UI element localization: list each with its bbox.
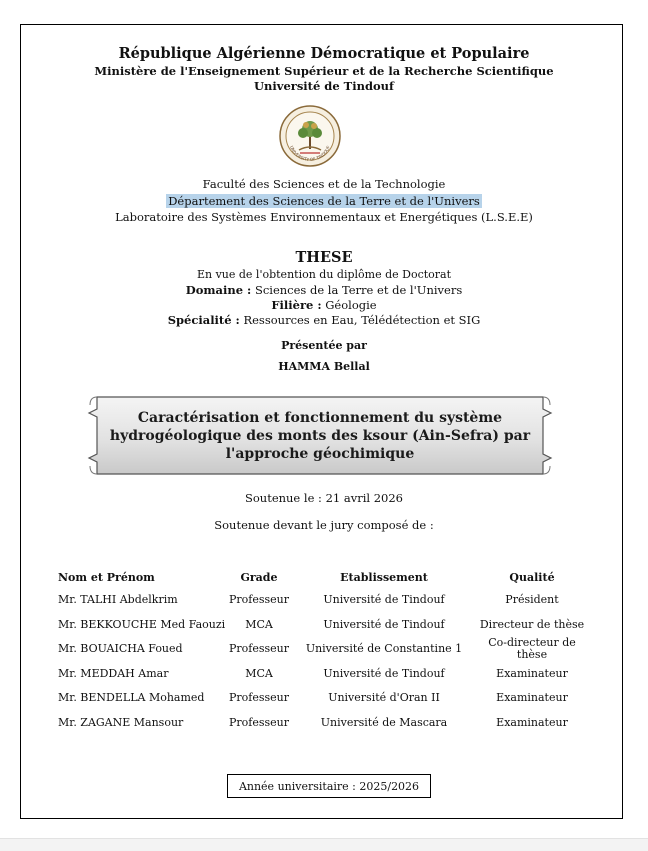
header-role: Qualité bbox=[509, 571, 555, 584]
filiere-value: Géologie bbox=[321, 298, 377, 312]
member-institution: Université de Tindouf bbox=[323, 593, 445, 607]
ministry-heading: Ministère de l'Enseignement Supérieur et de la Recherche Scientifique bbox=[94, 64, 554, 78]
thesis-domain bbox=[0, 283, 648, 297]
jury-table bbox=[58, 567, 588, 735]
member-institution: Université de Tindouf bbox=[323, 666, 445, 680]
academic-year-box: Année universitaire : 2025/2026 bbox=[227, 774, 431, 798]
domain-value: Sciences de la Terre et de l'Univers bbox=[251, 283, 463, 297]
thesis-filiere bbox=[0, 298, 648, 312]
department-name bbox=[0, 194, 648, 208]
viewer-bottom-bar bbox=[0, 838, 648, 851]
table-row bbox=[58, 686, 588, 711]
laboratory-name: Laboratoire des Systèmes Environnementaux et Energétiques (L.S.E.E) bbox=[115, 210, 533, 224]
defense-date bbox=[0, 491, 648, 505]
member-role: Examinateur bbox=[496, 691, 568, 705]
member-role: Directeur de thèse bbox=[479, 617, 585, 631]
table-row bbox=[58, 662, 588, 687]
member-grade: Professeur bbox=[228, 593, 289, 607]
thesis-title-wrapper bbox=[87, 391, 553, 480]
member-institution: Université de Constantine 1 bbox=[305, 642, 463, 656]
member-institution: Université de Mascara bbox=[320, 715, 448, 729]
member-role: Examinateur bbox=[496, 715, 568, 729]
member-grade: MCA bbox=[245, 666, 273, 680]
defense-date-label: Soutenue le : bbox=[244, 491, 322, 505]
table-row bbox=[58, 637, 588, 662]
department-highlight: Département des Sciences de la Terre et de l'Univers bbox=[168, 194, 480, 208]
thesis-specialty bbox=[0, 313, 648, 327]
thesis-purpose: En vue de l'obtention du diplôme de Doctorat bbox=[196, 268, 452, 281]
member-name: Mr. ZAGANE Mansour bbox=[58, 715, 184, 729]
faculty-name: Faculté des Sciences et de la Technologie bbox=[202, 177, 446, 191]
filiere-label: Filière : bbox=[271, 298, 322, 312]
thesis-type: THESE bbox=[295, 249, 353, 266]
member-name: Mr. TALHI Abdelkrim bbox=[58, 593, 178, 607]
jury-intro: Soutenue devant le jury composé de : bbox=[214, 518, 434, 532]
university-seal-icon bbox=[279, 105, 341, 167]
member-name: Mr. BOUAICHA Foued bbox=[58, 642, 183, 656]
university-heading: Université de Tindouf bbox=[254, 79, 394, 93]
member-role: Examinateur bbox=[496, 666, 568, 680]
member-institution: Université de Tindouf bbox=[323, 617, 445, 631]
domain-label: Domaine : bbox=[185, 283, 252, 297]
member-name: Mr. BEKKOUCHE Med Faouzi bbox=[58, 617, 226, 631]
table-row bbox=[58, 613, 588, 638]
member-grade: MCA bbox=[245, 617, 273, 631]
member-name: Mr. MEDDAH Amar bbox=[58, 666, 169, 680]
specialty-value: Ressources en Eau, Télédétection et SIG bbox=[239, 313, 481, 327]
member-grade: Professeur bbox=[228, 642, 289, 656]
table-row bbox=[58, 588, 588, 613]
defense-date-value: 21 avril 2026 bbox=[321, 491, 403, 505]
header-name: Nom et Prénom bbox=[58, 571, 155, 584]
member-role: Co-directeur de thèse bbox=[488, 636, 576, 662]
specialty-label: Spécialité : bbox=[167, 313, 240, 327]
republic-heading: République Algérienne Démocratique et Populaire bbox=[118, 45, 530, 62]
member-institution: Université d'Oran II bbox=[328, 691, 440, 705]
member-role: Président bbox=[505, 593, 559, 607]
table-row bbox=[58, 711, 588, 736]
member-grade: Professeur bbox=[228, 691, 289, 705]
header-institution: Etablissement bbox=[340, 571, 428, 584]
jury-header-row bbox=[58, 567, 588, 588]
author-name: HAMMA Bellal bbox=[278, 360, 370, 373]
member-name: Mr. BENDELLA Mohamed bbox=[58, 691, 205, 705]
thesis-title: Caractérisation et fonctionnement du système hydrogéologique des monts des ksour (Ain-Sefra) par l'approche géochimique bbox=[109, 409, 531, 462]
presented-by: Présentée par bbox=[281, 339, 367, 352]
header-grade: Grade bbox=[240, 571, 278, 584]
member-grade: Professeur bbox=[228, 715, 289, 729]
seal-text: UNIVERSITY OF TINDOUF bbox=[289, 145, 331, 163]
